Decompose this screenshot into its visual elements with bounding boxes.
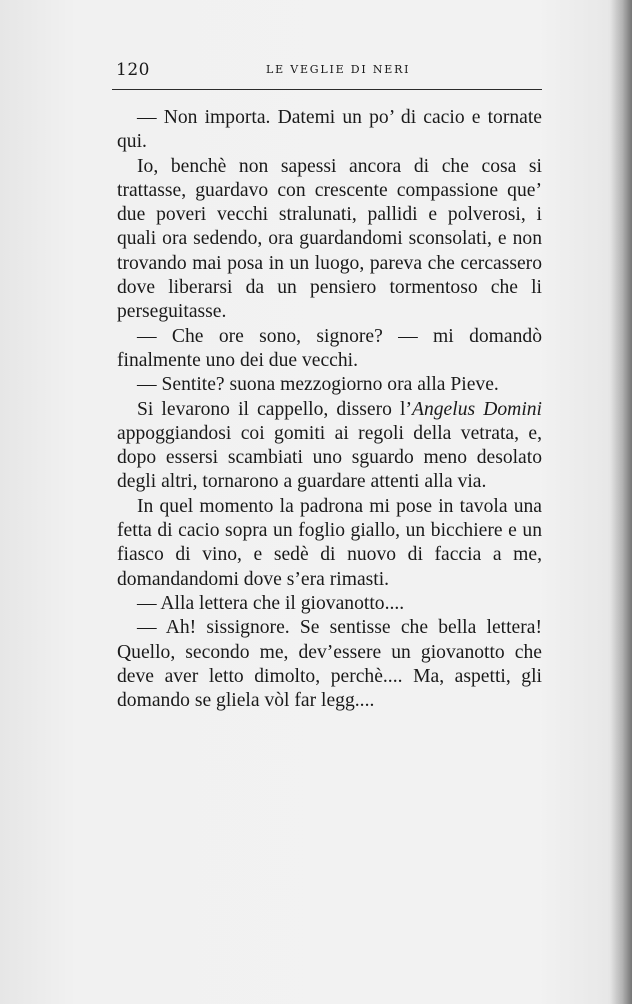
body-text: [117, 106, 542, 713]
paragraph: Io, benchè non sapessi ancora di che cosa si trattasse, guardavo con crescente compassione que’ due poveri vecchi stralunati, pallidi e polverosi, i quali ora sedendo, ora guardandomi sconsolati, e non trovando mai posa in un luogo, pareva che cercassero dove liberarsi da un pensiero tormentoso che li perseguitasse.: [117, 155, 542, 323]
paragraph: — Non importa. Datemi un po’ di cacio e tornate qui.: [117, 107, 542, 153]
paragraph: — Ah! sissignore. Se sentisse che bella lettera! Quello, secondo me, dev’essere un giovanotto che deve aver letto dimolto, perchè.... Ma, aspetti, gli domando se gliela vòl far legg....: [117, 617, 542, 712]
latin-phrase: Angelus Domini: [412, 398, 542, 420]
paragraph: — Sentite? suona mezzogiorno ora alla Pieve.: [137, 374, 499, 396]
header-rule: [112, 89, 542, 90]
paragraph: — Alla lettera che il giovanotto....: [137, 592, 405, 614]
spine-shadow: [610, 0, 632, 1004]
paragraph: Si levarono il cappello, dissero l’Angelus Domini appoggiandosi coi gomiti ai regoli della vetrata, e, dopo essersi scambiati uno sguardo meno desolato degli altri, tornarono a guardare attenti alla via.: [117, 398, 542, 493]
paragraph: — Che ore sono, signore? — mi domandò finalmente uno dei due vecchi.: [117, 325, 542, 371]
paragraph: In quel momento la padrona mi pose in tavola una fetta di cacio sopra un foglio giallo, un bicchiere e un fiasco di vino, e sedè di nuovo di faccia a me, domandandomi dove s’era rimasti.: [117, 495, 542, 590]
running-title: LE VEGLIE DI NERI: [266, 63, 411, 76]
page-number: 120: [116, 60, 150, 80]
page-header: [116, 60, 542, 84]
